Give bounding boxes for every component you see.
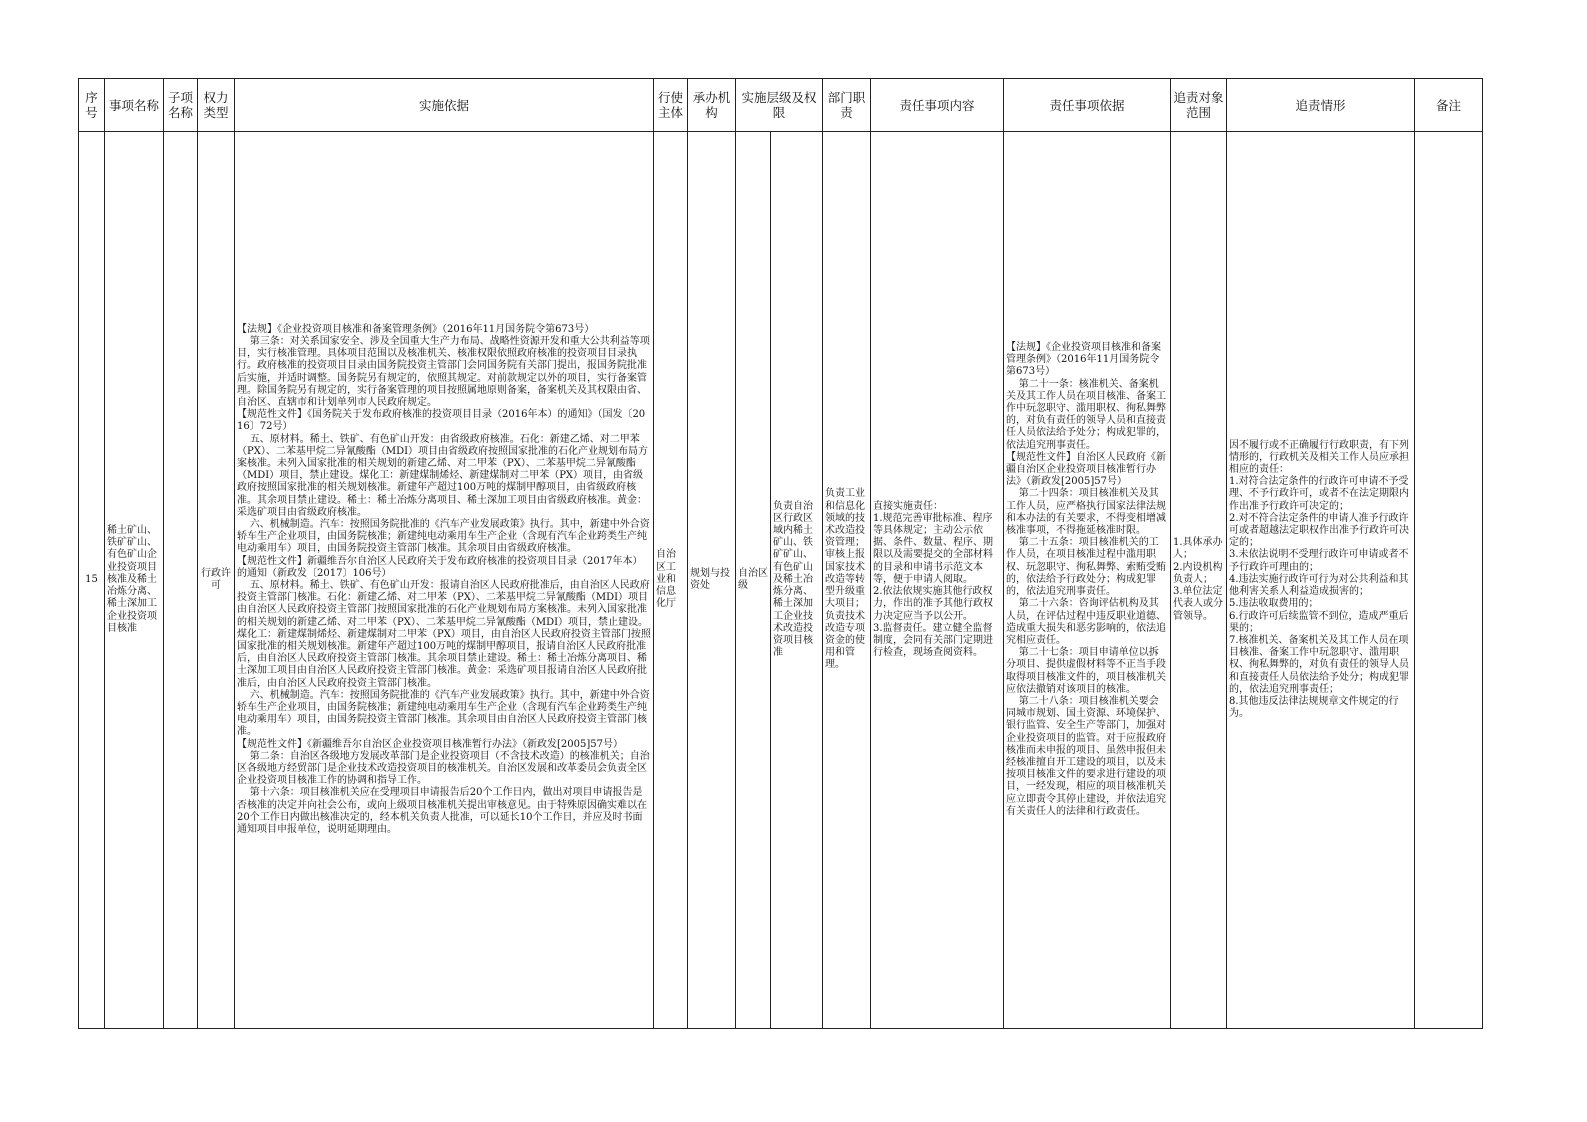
cell-dept-duty: 负责工业和信息化领域的技术改造投资管理；审核上报国家技术改造等转型升级重大项目；负责技术改造专项资金的使用和管理。 bbox=[823, 132, 871, 1029]
cell-basis: 【法规】《企业投资项目核准和备案管理条例》（2016年11月国务院令第673号） 第三条：对关系国家安全、涉及全国重大生产力布局、战略性资源开发和重大公共利益等项目，实行核准管理。具体项目范围以及核准机关、核准权限依照政府核准的投资项目目录执行。政府核准的投资项目目录由国务院投资主管部门会同国务院有关部门提出，报国务院批准后实施，并适时调整。国务院另有规定的，依照其规定。对前款规定以外的项目，实行备案管理。除国务院另有规定的，实行备案管理的项目按照属地原则备案，备案机关及其权限由省、自治区、直辖市和计划单列市人民政府规定。 【规范性文件】《国务院关于发布政府核准的投资项目目录（2016年本）的通知》（国发〔2016〕72号） 五、原材料。稀土、铁矿、有色矿山开发：由省级政府核准。石化：新建乙烯、对二甲苯（PX）、二苯基甲烷二异氰酸酯（MDI）项目由省级政府按照国家批准的石化产业规划布局方案核准。未列入国家批准的相关规划的新建乙烯、对二甲苯（PX）、二苯基甲烷二异氰酸酯（MDI）项目，禁止建设。煤化工：新建煤制烯烃、新建煤制对二甲苯（PX）项目，由省级政府按照国家批准的相关规划核准。新建年产超过100万吨的煤制甲醇项目，由省级政府核准。其余项目禁止建设。稀土：稀土冶炼分离项目、稀土深加工项目由省级政府核准。黄金：采选矿项目由省级政府核准。 六、机械制造。汽车：按照国务院批准的《汽车产业发展政策》执行。其中，新建中外合资轿车生产企业项目，由国务院核准；新建纯电动乘用车生产企业（含现有汽车企业跨类生产纯电动乘用车）项目，由国务院投资主管部门核准。其余项目由省级政府核准。 【规范性文件】新疆维吾尔自治区人民政府关于发布政府核准的投资项目目录（2017年本）的通知（新政发〔2017〕106号） 五、原材料。稀土、铁矿、有色矿山开发：报请自治区人民政府批准后，由自治区人民政府投资主管部门核准。石化：新建乙烯、对二甲苯（PX）、二苯基甲烷二异氰酸酯（MDI）项目由自治区人民政府投资主管部门按照国家批准的石化产业规划布局方案核准。未列入国家批准的相关规划的新建乙烯、对二甲苯（PX）、二苯基甲烷二异氰酸酯（MDI）项目，禁止建设。煤化工：新建煤制烯烃、新建煤制对二甲苯（PX）项目，由自治区人民政府投资主管部门按照国家批准的相关规划核准。新建年产超过100万吨的煤制甲醇项目，报请自治区人民政府批准后，由自治区人民政府投资主管部门核准。其余项目禁止建设。稀土：稀土冶炼分离项目、稀土深加工项目由自治区人民政府投资主管部门核准。黄金：采选矿项目报请自治区人民政府批准后，由自治区人民政府投资主管部门核准。 六、机械制造。汽车：按照国务院批准的《汽车产业发展政策》执行。其中，新建中外合资轿车生产企业项目，由国务院核准；新建纯电动乘用车生产企业（含现有汽车企业跨类生产纯电动乘用车）项目，由国务院投资主管部门核准。其余项目由自治区人民政府投资主管部门核准。 【规范性文件】《新疆维吾尔自治区企业投资项目核准暂行办法》（新政发[2005]57号） 第二条：自治区各级地方发展改革部门是企业投资项目（不含技术改造）的核准机关；自治区各级地方经贸部门是企业技术改造投资项目的核准机关。自治区发展和改革委员会负责全区企业投资项目核准工作的协调和指导工作。 第十六条：项目核准机关应在受理项目申请报告后20个工作日内，做出对项目申请报告是否核准的决定并向社会公布，或向上级项目核准机关提出审核意见。由于特殊原因确实难以在20个工作日内做出核准决定的，经本机关负责人批准，可以延长10个工作日，并应及时书面通知项目申报单位，说明延期理由。 bbox=[235, 132, 654, 1029]
cell-resp-content: 直接实施责任： 1.规范完善审批标准、程序等具体规定；主动公示依据、条件、数量、程序、期限以及需要提交的全部材料的目录和申请书示范文本等，便于申请人阅取。 2.依法依规实施其他行政权力，作出的准予其他行政权力决定应当予以公开。 3.监督责任。建立健全监督制度，会同有关部门定期进行检查，现场查阅资料。 bbox=[871, 132, 1004, 1029]
power-list-table bbox=[78, 78, 1483, 1029]
cell-scope: 1.具体承办人； 2.内设机构负责人； 3.单位法定代表人或分管领导。 bbox=[1171, 132, 1227, 1029]
cell-subject: 自治区工业和信息化厅 bbox=[654, 132, 688, 1029]
header-level: 实施层级及权限 bbox=[736, 79, 823, 132]
cell-level-scope: 负责自治区行政区域内稀土矿山、铁矿矿山、有色矿山及稀土冶炼分离、稀土深加工企业技术改造投资项目核准 bbox=[771, 132, 823, 1029]
cell-remark bbox=[1415, 132, 1483, 1029]
cell-handler: 规划与投资处 bbox=[688, 132, 736, 1029]
cell-resp-basis: 【法规】《企业投资项目核准和备案管理条例》（2016年11月国务院令第673号） 第二十一条：核准机关、备案机关及其工作人员在项目核准、备案工作中玩忽职守、滥用职权、徇私舞弊的，对负有责任的领导人员和直接责任人员依法给予处分；构成犯罪的，依法追究刑事责任。 【规范性文件】自治区人民政府《新疆自治区企业投资项目核准暂行办法》（新政发[2005]57号） 第二十四条：项目核准机关及其工作人员，应严格执行国家法律法规和本办法的有关要求，不得变相增减核准事项，不得拖延核准时限。 第二十五条：项目核准机关的工作人员，在项目核准过程中滥用职权、玩忽职守、徇私舞弊、索贿受贿的，依法给予行政处分；构成犯罪的，依法追究刑事责任。 第二十六条：咨询评估机构及其人员，在评估过程中违反职业道德、造成重大损失和恶劣影响的，依法追究相应责任。 第二十七条：项目申请单位以拆分项目、提供虚假材料等不正当手段取得项目核准文件的，项目核准机关应依法撤销对该项目的核准。 第二十八条：项目核准机关要会同城市规划、国土资源、环境保护、银行监管、安全生产等部门，加强对企业投资项目的监管。对于应报政府核准而未申报的项目、虽然申报但未经核准擅自开工建设的项目，以及未按项目核准文件的要求进行建设的项目，一经发现，相应的项目核准机关应立即责令其停止建设，并依法追究有关责任人的法律和行政责任。 bbox=[1004, 132, 1171, 1029]
header-item-name: 事项名称 bbox=[105, 79, 164, 132]
header-resp-content: 责任事项内容 bbox=[871, 79, 1004, 132]
header-basis: 实施依据 bbox=[235, 79, 654, 132]
header-power-type: 权力类型 bbox=[198, 79, 235, 132]
cell-situation: 因不履行或不正确履行行政职责，有下列情形的，行政机关及相关工作人员应承担相应的责任： 1.对符合法定条件的行政许可申请不予受理、不予行政许可，或者不在法定期限内作出准予行政许可决定的； 2.对不符合法定条件的申请人准予行政许可或者超越法定职权作出准予行政许可决定的； 3.未依法说明不受理行政许可申请或者不予行政许可理由的； 4.违法实施行政许可行为对公共利益和其他利害关系人利益造成损害的； 5.违法收取费用的； 6.行政许可后续监管不到位，造成严重后果的； 7.核准机关、备案机关及其工作人员在项目核准、备案工作中玩忽职守、滥用职权、徇私舞弊的，对负有责任的领导人员和直接责任人员依法给予处分；构成犯罪的，依法追究刑事责任； 8.其他违反法律法规规章文件规定的行为。 bbox=[1227, 132, 1415, 1029]
cell-seq: 15 bbox=[79, 132, 105, 1029]
table-row bbox=[79, 132, 1483, 1029]
cell-item-name: 稀土矿山、铁矿矿山、有色矿山企业投资项目核准及稀土冶炼分离、稀土深加工企业投资项目核准 bbox=[105, 132, 164, 1029]
header-sub-item: 子项名称 bbox=[164, 79, 198, 132]
cell-power-type: 行政许可 bbox=[198, 132, 235, 1029]
header-row bbox=[79, 79, 1483, 132]
header-remark: 备注 bbox=[1415, 79, 1483, 132]
header-situation: 追责情形 bbox=[1227, 79, 1415, 132]
cell-sub-item bbox=[164, 132, 198, 1029]
header-handler: 承办机构 bbox=[688, 79, 736, 132]
header-scope: 追责对象范围 bbox=[1171, 79, 1227, 132]
cell-level: 自治区级 bbox=[736, 132, 771, 1029]
header-seq: 序号 bbox=[79, 79, 105, 132]
header-resp-basis: 责任事项依据 bbox=[1004, 79, 1171, 132]
header-dept-duty: 部门职责 bbox=[823, 79, 871, 132]
header-subject: 行使主体 bbox=[654, 79, 688, 132]
